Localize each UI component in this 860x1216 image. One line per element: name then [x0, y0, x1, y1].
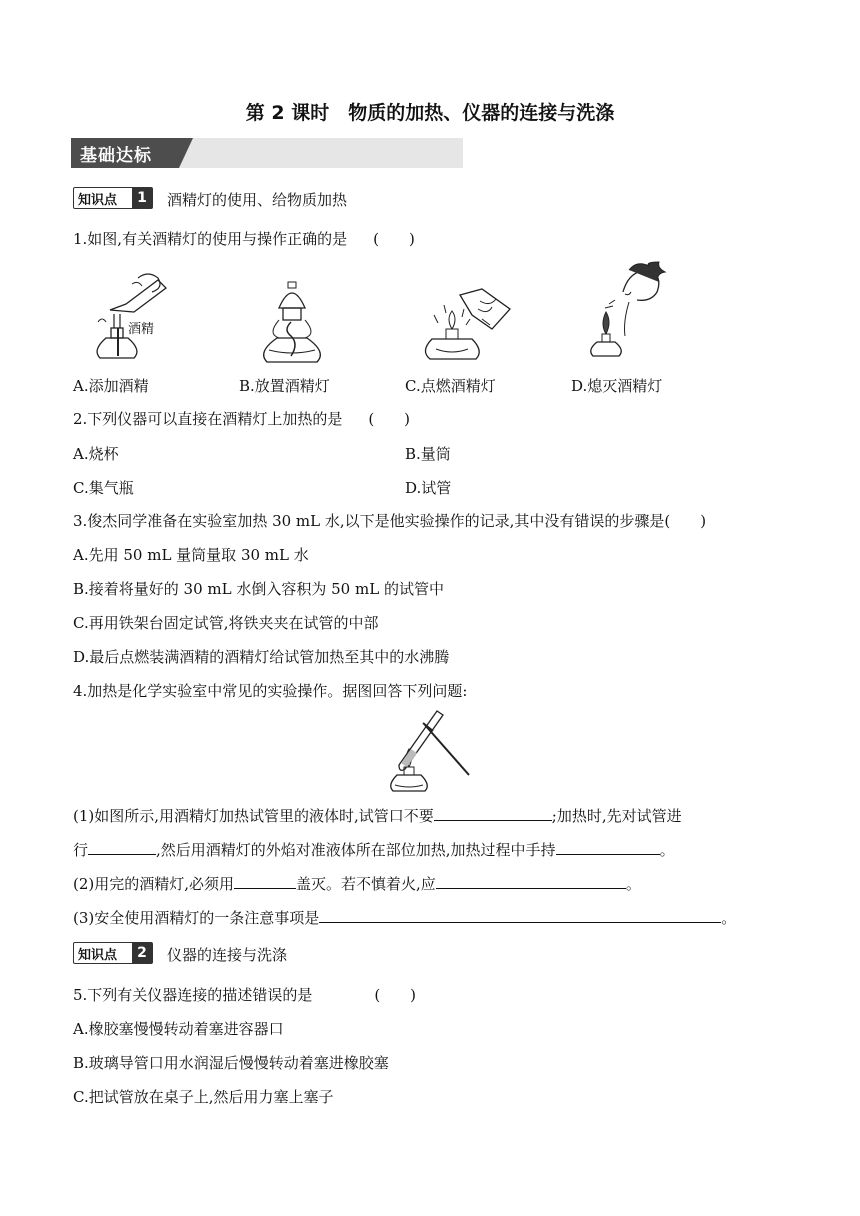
question-2-option-c: C.集气瓶	[73, 479, 134, 497]
question-4-part-1-line-2	[73, 838, 675, 860]
knowledge-point-number: 2	[132, 943, 152, 963]
question-1-option-d: D.熄灭酒精灯	[571, 377, 663, 395]
knowledge-point-number: 1	[132, 188, 152, 208]
question-4-part-1-text-e: 。	[659, 841, 675, 859]
page-title: 第 2 课时 物质的加热、仪器的连接与洗涤	[245, 102, 615, 124]
question-1-option-b: B.放置酒精灯	[239, 377, 330, 395]
question-4-part-1-text-d: ,然后用酒精灯的外焰对准液体所在部位加热,加热过程中手持	[156, 841, 556, 859]
question-4-part-3-text-b: 。	[721, 909, 737, 927]
figure-label-alcohol: 酒精	[128, 322, 155, 337]
question-1-option-a: A.添加酒精	[73, 377, 149, 395]
question-1-text: 1.如图,有关酒精灯的使用与操作正确的是	[73, 230, 348, 248]
figure-place-lamp	[257, 278, 327, 368]
knowledge-point-badge-2	[73, 942, 153, 964]
answer-blank[interactable]	[436, 872, 626, 889]
section-banner-label: 基础达标	[80, 146, 152, 166]
question-4-stem: 4.加热是化学实验室中常见的实验操作。据图回答下列问题:	[73, 682, 468, 700]
figure-heating-test-tube	[385, 705, 475, 795]
question-3-stem: 3.俊杰同学准备在实验室加热 30 mL 水,以下是他实验操作的记录,其中没有错误的步骤是( )	[73, 512, 707, 530]
question-4-part-1-text-c: 行	[73, 841, 89, 859]
knowledge-point-title-2: 仪器的连接与洗涤	[167, 946, 288, 964]
question-4-part-2-text-a: (2)用完的酒精灯,必须用	[73, 875, 235, 893]
question-4-part-3-text-a: (3)安全使用酒精灯的一条注意事项是	[73, 909, 320, 927]
question-4-part-1-text-b: ;加热时,先对试管进	[551, 807, 682, 825]
question-3-option-c: C.再用铁架台固定试管,将铁夹夹在试管的中部	[73, 614, 379, 632]
knowledge-point-badge-1	[73, 187, 153, 209]
answer-blank[interactable]	[234, 872, 296, 889]
question-4-part-1-line-1	[73, 804, 682, 826]
question-3-option-a: A.先用 50 mL 量筒量取 30 mL 水	[73, 546, 309, 564]
figure-light-lamp	[420, 285, 520, 365]
knowledge-point-label: 知识点	[78, 948, 118, 963]
question-4-part-1-text-a: (1)如图所示,用酒精灯加热试管里的液体时,试管口不要	[73, 807, 434, 825]
question-3-option-b: B.接着将量好的 30 mL 水倒入容积为 50 mL 的试管中	[73, 580, 444, 598]
figure-extinguish-lamp	[585, 262, 665, 362]
question-2-option-d: D.试管	[405, 479, 452, 497]
question-5-option-a: A.橡胶塞慢慢转动着塞进容器口	[73, 1020, 284, 1038]
knowledge-point-title-1: 酒精灯的使用、给物质加热	[167, 191, 348, 209]
answer-blank[interactable]	[88, 838, 156, 855]
question-3-option-d: D.最后点燃装满酒精的酒精灯给试管加热至其中的水沸腾	[73, 648, 450, 666]
question-5-option-b: B.玻璃导管口用水润湿后慢慢转动着塞进橡胶塞	[73, 1054, 389, 1072]
question-5-option-c: C.把试管放在桌子上,然后用力塞上塞子	[73, 1088, 334, 1106]
question-4-part-2	[73, 872, 641, 894]
answer-blank[interactable]	[556, 838, 660, 855]
answer-blank[interactable]	[434, 804, 552, 821]
knowledge-point-label: 知识点	[78, 193, 118, 208]
answer-parentheses: ( )	[374, 986, 417, 1004]
question-5-text: 5.下列有关仪器连接的描述错误的是	[73, 986, 313, 1004]
answer-parentheses: ( )	[368, 410, 411, 428]
question-4-part-2-text-b: 盖灭。若不慎着火,应	[296, 875, 436, 893]
question-4-part-2-text-c: 。	[625, 875, 641, 893]
section-banner	[71, 138, 463, 168]
question-1-option-c: C.点燃酒精灯	[405, 377, 496, 395]
question-2-option-a: A.烧杯	[73, 445, 119, 463]
question-2-text: 2.下列仪器可以直接在酒精灯上加热的是	[73, 410, 343, 428]
question-4-part-3	[73, 906, 736, 928]
question-2-stem	[73, 409, 410, 429]
question-2-option-b: B.量筒	[405, 445, 451, 463]
question-1-stem	[73, 229, 415, 249]
question-5-stem	[73, 985, 416, 1005]
answer-parentheses: ( )	[373, 230, 415, 248]
answer-blank[interactable]	[319, 906, 721, 923]
